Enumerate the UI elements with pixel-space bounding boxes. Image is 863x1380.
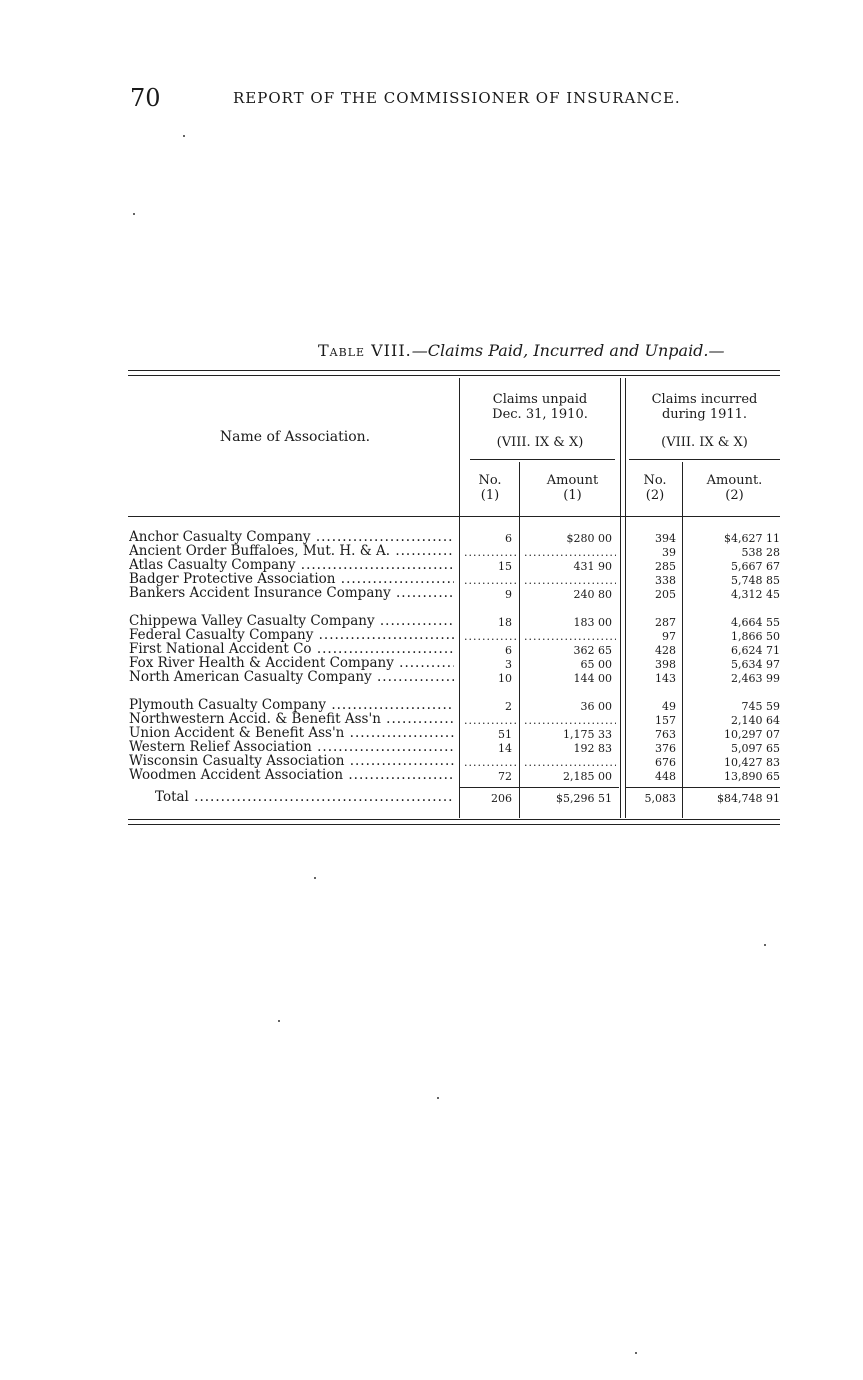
group-header-unpaid [465, 392, 615, 450]
row-amount1-dots [524, 714, 616, 728]
row-name: Atlas Casualty Company ..... [129, 558, 454, 572]
total-no2: 5,083 [644, 792, 676, 805]
row-no1: 18 [498, 616, 512, 629]
row-no1: 6 [505, 644, 512, 657]
scan-speck [635, 1352, 637, 1354]
row-name: Fox River Health & Accident Company ..... [129, 656, 454, 670]
row-amount1-dots [524, 574, 616, 588]
row-amount2: 5,667 67 [731, 560, 780, 573]
row-no2: 39 [662, 546, 676, 559]
total-rule [626, 787, 780, 788]
group-title: Claims unpaid [492, 392, 588, 407]
row-amount1: 2,185 00 [563, 770, 612, 783]
row-no2: 97 [662, 630, 676, 643]
scan-speck [437, 1097, 439, 1099]
row-no1-dots [464, 756, 516, 770]
row-name: Union Accident & Benefit Ass'n ..... [129, 726, 454, 740]
scan-speck [278, 1020, 280, 1022]
row-name: Federal Casualty Company ..... [129, 628, 454, 642]
scan-speck [133, 213, 135, 215]
table-label: Table VIII. [318, 341, 412, 360]
row-name: Plymouth Casualty Company ..... [129, 698, 454, 712]
row-no1: 3 [505, 658, 512, 671]
row-no2: 287 [655, 616, 676, 629]
row-amount2: 6,624 71 [731, 644, 780, 657]
row-no2: 338 [655, 574, 676, 587]
row-no1: 2 [505, 700, 512, 713]
column-divider [519, 462, 520, 818]
row-no2: 676 [655, 756, 676, 769]
row-amount2: 5,097 65 [731, 742, 780, 755]
row-no1: 6 [505, 532, 512, 545]
row-amount1: $280 00 [566, 532, 612, 545]
row-name: First National Accident Co ..... [129, 642, 454, 656]
row-name: Anchor Casualty Company ..... [129, 530, 454, 544]
group-rule [470, 459, 615, 460]
column-divider [625, 378, 626, 818]
row-no1: 9 [505, 588, 512, 601]
row-name: Chippewa Valley Casualty Company ..... [129, 614, 454, 628]
column-divider [620, 378, 621, 818]
row-amount2: $4,627 11 [724, 532, 780, 545]
bottom-rule [128, 819, 780, 820]
row-name: Bankers Accident Insurance Company ..... [129, 586, 454, 600]
row-amount1: 240 80 [573, 588, 612, 601]
column-divider [459, 378, 460, 818]
table-caption [318, 341, 725, 360]
row-amount2: 13,890 65 [724, 770, 780, 783]
group-title: Claims incurred [651, 392, 758, 407]
scan-speck [764, 944, 766, 946]
row-amount1: 192 83 [573, 742, 612, 755]
group-subtitle: (VIII. IX & X) [661, 435, 748, 450]
row-amount2: 2,140 64 [731, 714, 780, 727]
row-name: Western Relief Association ..... [129, 740, 454, 754]
row-amount1: 144 00 [573, 672, 612, 685]
row-no1-dots [464, 546, 516, 560]
group-rule [629, 459, 780, 460]
row-no2: 49 [662, 700, 676, 713]
row-amount2: 1,866 50 [731, 630, 780, 643]
row-no1-dots [464, 714, 516, 728]
bottom-rule [128, 824, 780, 825]
row-name: Northwestern Accid. & Benefit Ass'n ..... [129, 712, 454, 726]
row-no2: 157 [655, 714, 676, 727]
table-title: —Claims Paid, Incurred and Unpaid.— [411, 341, 725, 360]
row-no2: 763 [655, 728, 676, 741]
row-amount1-dots [524, 630, 616, 644]
name-column-header: Name of Association. [219, 429, 371, 445]
row-amount2: 745 59 [741, 700, 780, 713]
top-rule [128, 375, 780, 376]
row-amount2: 5,748 85 [731, 574, 780, 587]
row-no1: 72 [498, 770, 512, 783]
row-amount2: 10,427 83 [724, 756, 780, 769]
row-no2: 143 [655, 672, 676, 685]
row-amount1: 431 90 [573, 560, 612, 573]
group-title: Dec. 31, 1910. [492, 407, 588, 422]
row-no1: 15 [498, 560, 512, 573]
row-no2: 448 [655, 770, 676, 783]
row-no2: 376 [655, 742, 676, 755]
scan-speck [183, 135, 185, 137]
column-header-amount1: Amount (1) [546, 473, 599, 503]
running-head: REPORT OF THE COMMISSIONER OF INSURANCE. [233, 89, 681, 107]
group-header-incurred [627, 392, 782, 450]
row-name: Woodmen Accident Association ..... [129, 768, 454, 782]
row-amount2: 5,634 97 [731, 658, 780, 671]
total-amount2: $84,748 91 [717, 792, 780, 805]
top-rule [128, 370, 780, 371]
row-amount1-dots [524, 756, 616, 770]
column-header-no1: No. (1) [478, 473, 502, 503]
group-title: during 1911. [661, 407, 748, 422]
row-no2: 398 [655, 658, 676, 671]
row-no2: 428 [655, 644, 676, 657]
row-amount2: 4,664 55 [731, 616, 780, 629]
row-amount1: 36 00 [580, 700, 612, 713]
total-amount1: $5,296 51 [556, 792, 612, 805]
row-name: Badger Protective Association ..... [129, 572, 454, 586]
row-name: North American Casualty Company ..... [129, 670, 454, 684]
row-no2: 285 [655, 560, 676, 573]
row-no1: 14 [498, 742, 512, 755]
row-amount1: 1,175 33 [563, 728, 612, 741]
row-no2: 205 [655, 588, 676, 601]
column-header-no2: No. (2) [643, 473, 667, 503]
row-amount2: 538 28 [741, 546, 780, 559]
row-name: Wisconsin Casualty Association ..... [129, 754, 454, 768]
row-no2: 394 [655, 532, 676, 545]
row-no1: 10 [498, 672, 512, 685]
row-amount2: 10,297 07 [724, 728, 780, 741]
row-no1-dots [464, 574, 516, 588]
row-name: Ancient Order Buffaloes, Mut. H. & A. ..... [129, 544, 454, 558]
row-amount1: 65 00 [580, 658, 612, 671]
row-amount2: 4,312 45 [731, 588, 780, 601]
row-amount1: 362 65 [573, 644, 612, 657]
total-rule [459, 787, 619, 788]
page-number: 70 [130, 84, 161, 112]
column-header-amount2: Amount. (2) [706, 473, 763, 503]
total-label: Total ..... [155, 790, 453, 804]
scan-speck [314, 877, 316, 879]
row-amount1-dots [524, 546, 616, 560]
total-no1: 206 [491, 792, 512, 805]
group-subtitle: (VIII. IX & X) [496, 435, 584, 450]
row-amount1: 183 00 [573, 616, 612, 629]
row-amount2: 2,463 99 [731, 672, 780, 685]
row-no1: 51 [498, 728, 512, 741]
row-no1-dots [464, 630, 516, 644]
column-divider [682, 462, 683, 818]
